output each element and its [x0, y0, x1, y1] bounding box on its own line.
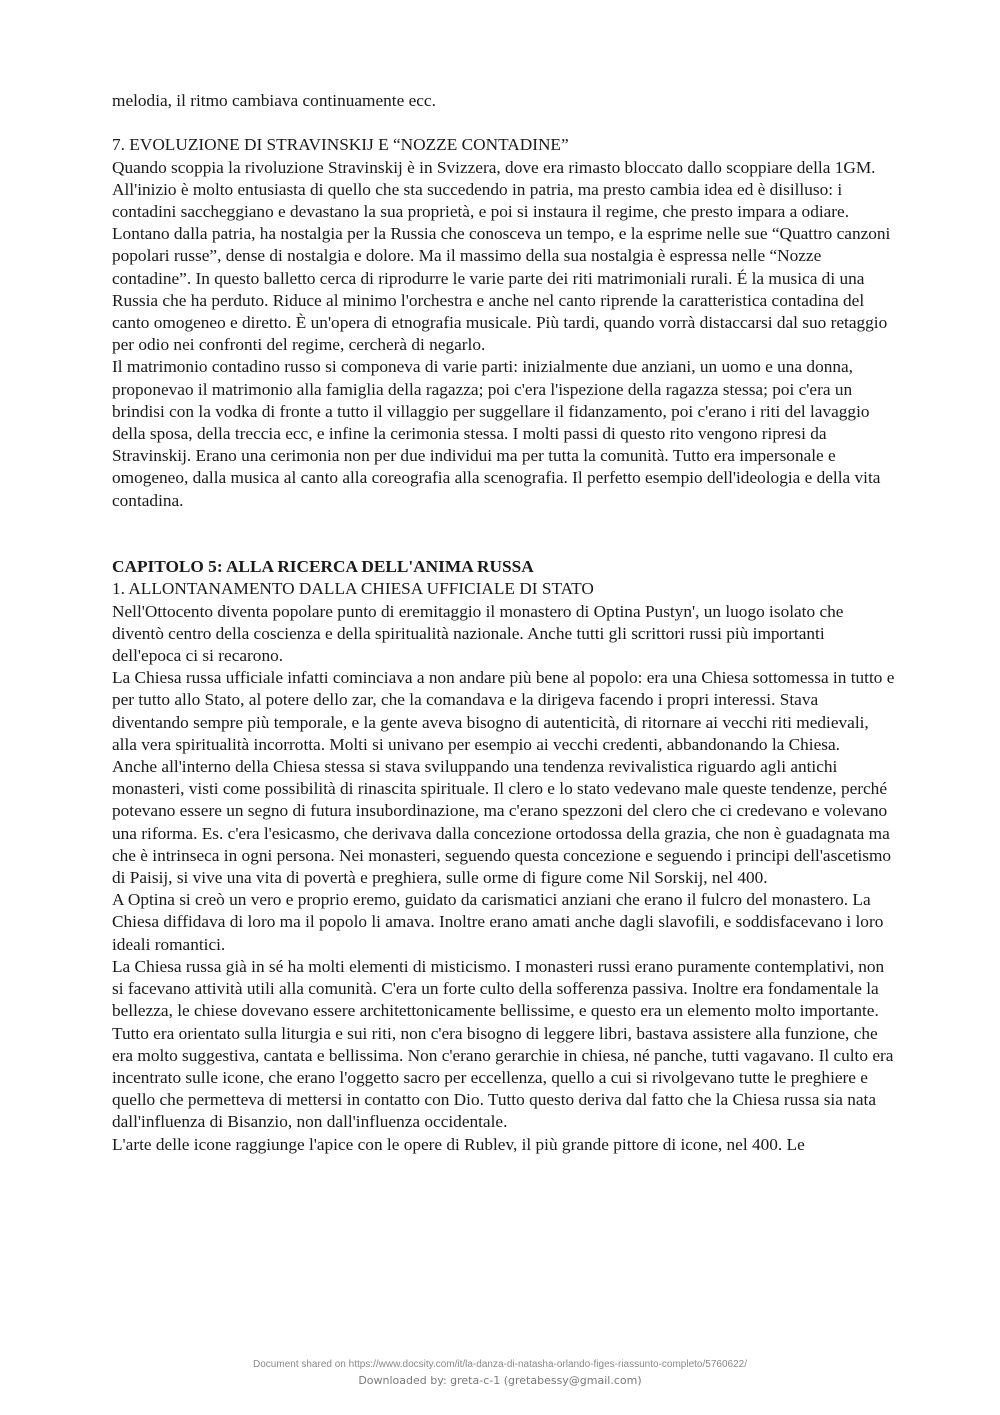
document-page: [112, 90, 897, 1156]
footer-downloaded-by: Downloaded by: greta-c-1 (gretabessy@gmail.com): [358, 1374, 642, 1387]
chapter-5-subtitle: 1. ALLONTANAMENTO DALLA CHIESA UFFICIALE DI STATO: [112, 579, 594, 599]
opening-line: melodia, il ritmo cambiava continuamente ecc.: [112, 91, 436, 110]
chapter-5-paragraph-4: A Optina si creò un vero e proprio eremo, guidato da carismatici anziani che erano il fulcro del monastero. La Chiesa diffidava di loro ma il popolo li amava. Inoltre erano amati anche dagli slavofili, e soddisfacevano i loro ideali romantici.: [112, 890, 884, 954]
spacer: [112, 512, 897, 556]
section-7-paragraph-1: Quando scoppia la rivoluzione Stravinskij è in Svizzera, dove era rimasto bloccato dallo scoppiare della 1GM. All'inizio è molto entusiasta di quello che sta succedendo in patria, ma presto cambia idea ed è disilluso: i contadini saccheggiano e devastano la sua proprietà, e poi si instaura il regime, che presto impara a odiare. Lontano dalla patria, ha nostalgia per la Russia che conosceva un tempo, e la esprime nelle sue “Quattro canzoni popolari russe”, dense di nostalgia e dolore. Ma il massimo della sua nostalgia è espressa nelle “Nozze contadine”. In questo balletto cerca di riprodurre le varie parte dei riti matrimoniali rurali. É la musica di una Russia che ha perduto. Riduce al minimo l'orchestra e anche nel canto riprende la caratteristica contadina del canto omogeneo e diretto. È un'opera di etnografia musicale. Più tardi, quando vorrà distaccarsi dal suo retaggio per odio nei confronti del regime, cercherà di negarlo.: [112, 157, 891, 355]
section-7-title: 7. EVOLUZIONE DI STRAVINSKIJ E “NOZZE CONTADINE”: [112, 135, 569, 155]
chapter-5-paragraph-1: Nell'Ottocento diventa popolare punto di eremitaggio il monastero di Optina Pustyn', un luogo isolato che diventò centro della coscienza e della spiritualità nazionale. Anche tutti gli scrittori russi più importanti dell'epoca ci si recarono.: [112, 601, 844, 666]
chapter-5-title: CAPITOLO 5: ALLA RICERCA DELL'ANIMA RUSSA: [112, 557, 534, 577]
section-7-paragraph-2: Il matrimonio contadino russo si componeva di varie parti: inizialmente due anziani, un uomo e una donna, proponevao il matrimonio alla famiglia della ragazza; poi c'era l'ispezione della ragazza stessa; poi c'era un brindisi con la vodka di fronte a tutto il villaggio per suggellare il fidanzamento, poi c'erano i riti del lavaggio della sposa, della treccia ecc, e infine la cerimonia stessa. I molti passi di questo rito vengono ripresi da Stravinskij. Erano una cerimonia non per due individui ma per tutta la comunità. Tutto era impersonale e omogeneo, dalla musica al canto alla coreografia alla scenografia. Il perfetto esempio dell'ideologia e della vita contadina.: [112, 357, 881, 510]
chapter-5-paragraph-3: Anche all'interno della Chiesa stessa si stava sviluppando una tendenza revivalistica riguardo agli antichi monasteri, visti come possibilità di rinascita spirituale. Il clero e lo stato vedevano male queste tendenze, perché potevano essere un segno di futura insubordinazione, ma c'erano spezzoni del clero che ci credevano e volevano una riforma. Es. c'era l'esicasmo, che derivava dalla concezione ortodossa della grazia, che non è guadagnata ma che è intrinseca in ogni persona. Nei monasteri, seguendo questa concezione e seguendo i principi dell'ascetismo di Paisij, si vive una vita di povertà e preghiera, sulle orme di figure come Nil Sorskij, nel 400.: [112, 757, 892, 888]
spacer: [112, 112, 897, 134]
footer-shared-link[interactable]: Document shared on https://www.docsity.com/it/la-danza-di-natasha-orlando-figes-riassunto-completo/5760622/: [253, 1359, 747, 1370]
chapter-5-paragraph-2: La Chiesa russa ufficiale infatti cominciava a non andare più bene al popolo: era una Chiesa sottomessa in tutto e per tutto allo Stato, al potere dello zar, che la comandava e la dirigeva facendo i propri interessi. Stava diventando sempre più temporale, e la gente aveva bisogno di autenticità, di ritornare ai vecchi riti medievali, alla vera spiritualità incorrotta. Molti si univano per esempio ai vecchi credenti, abbandonando la Chiesa.: [112, 668, 895, 754]
chapter-5-paragraph-5: La Chiesa russa già in sé ha molti elementi di misticismo. I monasteri russi erano puramente contemplativi, non si facevano attività utili alla comunità. C'era un forte culto della sofferenza passiva. Inoltre era fondamentale la bellezza, le chiese dovevano essere architettonicamente bellissime, e questo era un elemento molto importante. Tutto era orientato sulla liturgia e sui riti, non c'era bisogno di leggere libri, bastava assistere alla funzione, che era molto suggestiva, cantata e bellissima. Non c'erano gerarchie in chiesa, né panche, tutti vagavano. Il culto era incentrato sulle icone, che erano l'oggetto sacro per eccellenza, quello a cui si rivolgevano tutte le preghiere e quello che permetteva di mettersi in contatto con Dio. Tutto questo deriva dal fatto che la Chiesa russa sia nata dall'influenza di Bisanzio, non dall'influenza occidentale.: [112, 956, 894, 1132]
chapter-5-paragraph-6: L'arte delle icone raggiunge l'apice con le opere di Rublev, il più grande pittore di icone, nel 400. Le: [112, 1134, 805, 1154]
